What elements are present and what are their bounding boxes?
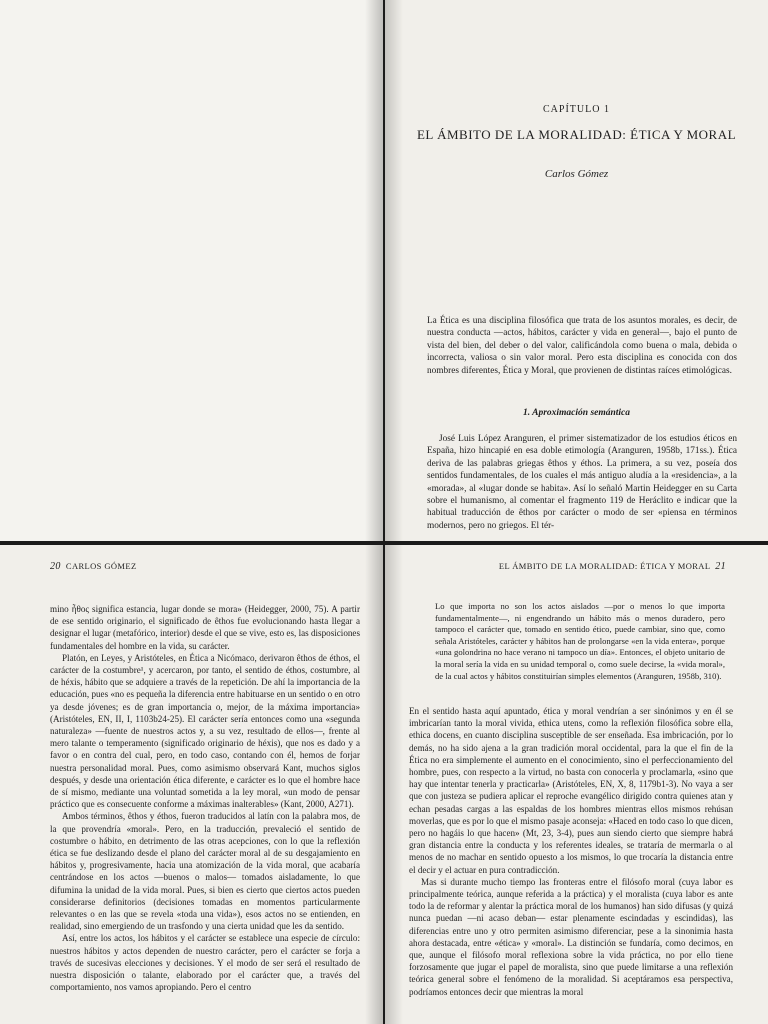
paragraph: En el sentido hasta aquí apuntado, ética y moral vendrían a ser sinónimos y en él se imbricarían tanto la moral vivida, ethica utens, como la reflexión filosófica sobre ella, ethica docens, en cuanto disciplina susceptible de ser enseñada. Esa imbricación, por lo demás, no ha sido ajena a la gran tradición moral occidental, para la que el fin de la Ética no era simplemente el aumento en el conocimiento, sino el perfeccionamiento del hombre, pues, con respecto a la virtud, no basta con conocerla y proclamarla, «sino que hay que intentar tenerla y practicarla» (Aristóteles, EN, X, 8, 1179b1-3). No vaya a ser que con justeza se pudiera aplicar el reproche evangélico dirigido contra quienes atan y echan pesadas cargas a las espaldas de los hombres mientras ellos mismos rehúsan moverlas, que es por lo que el mismo pasaje aconseja: «Haced en todo caso lo que dicen, pero no hagáis lo que hacen» (Mt, 23, 3-4), pues aun siendo cierto que siempre habrá gran distancia entre la conducta y los referentes ideales, se trataría de mermarla o al menos de no machar en sentido opuesto a los mismos, lo que trocaría la distancia entre el decir y el actuar en pura contradicción. <box>409 706 733 875</box>
paragraph: mino ἦθος significa estancia, lugar donde se mora» (Heidegger, 2000, 75). A partir de ese sentido originario, el significado de êthos fue evolucionando hasta llegar a designar el lugar (metafórico, interior) desde el que se vive, esto es, las disposiciones fundamentales del hombre en la vida, su carácter. <box>50 604 360 651</box>
section-body <box>427 433 737 532</box>
paragraph: Ambos términos, êthos y éthos, fueron traducidos al latín con la palabra mos, de la que provendría «moral». Pero, en la traducción, prevaleció el sentido de costumbre o hábito, en detrimento de las otras acepciones, con lo que la reflexión ética se fue deslizando desde el plano del carácter moral al de su desgajamiento en hábitos y, progresivamente, hacia una atomización de la vida moral, que acabaría centrándose en los actos —buenos o malos— tomados aisladamente, lo que difumina la unidad de la vida moral. Pues, si bien es cierto que ciertos actos pueden considerarse definitorios (decisiones tomadas en momentos particularmente relevantes o en las que se revela «toda una vida»), esos actos no se entienden, en realidad, sino emergiendo de un trasfondo y una cierta unidad que les da sentido. <box>50 811 360 932</box>
page-20 <box>0 545 383 1024</box>
page-21-body <box>409 705 733 998</box>
chapter-opening-page <box>385 0 768 541</box>
page-gutter-shadow <box>365 0 383 541</box>
chapter-intro <box>427 315 737 377</box>
page-20-body <box>50 603 360 994</box>
page-number: 21 <box>715 561 726 572</box>
running-head <box>499 561 726 572</box>
page-number: 20 <box>50 561 61 572</box>
block-quote: Lo que importa no son los actos aislados —por o menos lo que importa fundamentalmente—, ni engendrando un hábito más o menos duradero, pero tampoco el carácter que, tomado en sentido ético, puede cambiar, sino que, como señala Aristóteles, carácter y hábitos han de prolongarse «en la vida entera», porque «una golondrina no hace verano ni tampoco un día». Entonces, el objeto unitario de la moral sería la vida en su unidad temporal o, como suele decirse, la «vida moral», de la cual actos y hábitos constituirían simples elementos (Aranguren, 1958b, 310). <box>435 601 725 681</box>
page-gutter-shadow <box>385 0 403 541</box>
section-paragraph: José Luis López Aranguren, el primer sistematizador de los estudios éticos en España, hizo hincapié en esa doble etimología (Aranguren, 1958b, 171ss.). Ética deriva de las palabras griegas êthos y éthos. La primera, a su vez, poseía dos sentidos fundamentales, de los cuales el más antiguo aludía a la «residencia», a la «morada», al «lugar donde se habita». Así lo señaló Martin Heidegger en su Carta sobre el humanismo, al comentar el fragmento 119 de Heráclito e indicar que la habitual traducción de êthos por carácter o modo de ser «piensa en términos modernos, pero no griegos. El tér- <box>427 434 737 531</box>
running-head-text: CARLOS GÓMEZ <box>65 561 137 571</box>
intro-paragraph: La Ética es una disciplina filosófica que trata de los asuntos morales, es decir, de nuestra conducta —actos, hábitos, carácter y vida en general—, bajo el punto de vista del bien, del deber o del valor, calificándola como buena o mala, debida o incorrecta, valiosa o sin valor moral. Pero esta disciplina es conocida con dos nombres diferentes, Ética y Moral, que provienen de distintas raíces etimológicas. <box>427 316 737 376</box>
running-head-text: EL ÁMBITO DE LA MORALIDAD: ÉTICA Y MORAL <box>498 561 711 571</box>
page-gutter-shadow <box>365 545 383 1024</box>
running-head <box>50 561 137 572</box>
section-heading: 1. Aproximación semántica <box>522 408 631 418</box>
chapter-author: Carlos Gómez <box>544 168 609 180</box>
blank-page <box>0 0 383 541</box>
page-gutter-shadow <box>385 545 403 1024</box>
chapter-title: EL ÁMBITO DE LA MORALIDAD: ÉTICA Y MORAL <box>416 127 737 142</box>
paragraph: Platón, en Leyes, y Aristóteles, en Ética a Nicómaco, derivaron êthos de éthos, el carácter de la costumbre¹, y acercaron, por tanto, el sentido de éthos, costumbre, al de héxis, hábito que se adquiere a través de la repetición. De ahí la importancia de la educación, pues «no es pequeña la diferencia entre habituarse en un sentido o en otro ya desde jóvenes; es de gran importancia o, mejor, de la máxima importancia» (Aristóteles, EN, II, I, 1103b24-25). El carácter sería entonces como una «segunda naturaleza» —fuente de nuestros actos y, a su vez, resultado de ellos—, frente al mero talante o temperamento (significado originario de héxis), que nos es dado y a favor o en contra del cual, pero, en todo caso, contando con él, hemos de forjar nuestra personalidad moral. Pues, como asimismo observará Kant, muchos siglos después, y desde una orientación ética diferente, e carácter es lo que el hombre hace de sí mismo, mediante una voluntad sometida a la ley moral, «un modo de pensar práctico que es consecuente conforme a máximas inalterables» (Kant, 2000, A271). <box>50 652 360 810</box>
paragraph: Mas si durante mucho tiempo las fronteras entre el filósofo moral (cuya labor es principalmente teórica, aunque referida a la práctica) y el moralista (cuya labor es ante todo la de reformar y alentar la práctica moral de los humanos) han sido difusas (y quizá nunca puedan —ni acaso deban— estar plenamente escindadas y escindidas), las diferencias entre uno y otro permiten asimismo diferenciar, pese a la sinonimia hasta ahora destacada, entre «ética» y «moral». La distinción se fundaría, como decimos, en que, aunque el filósofo moral reflexiona sobre la vida práctica, no por ello tiene forzosamente que jugar el papel de moralista, sino que puede limitarse a una reflexión teórica general sobre el fenómeno de la moralidad. Si aceptáramos esa perspectiva, podríamos entonces decir que mientras la moral <box>409 876 733 997</box>
page-21 <box>385 545 768 1024</box>
paragraph: Así, entre los actos, los hábitos y el carácter se establece una especie de círculo: nuestros hábitos y actos dependen de nuestro carácter, pero el carácter se forja a través de sucesivas elecciones y decisiones. Y el modo de ser será el resultado de nuestra disposición o talante, elaborado por el carácter que, a través del comportamiento, nos vamos apropiando. Pero el centro <box>50 933 360 993</box>
chapter-label: CAPÍTULO 1 <box>543 104 610 115</box>
